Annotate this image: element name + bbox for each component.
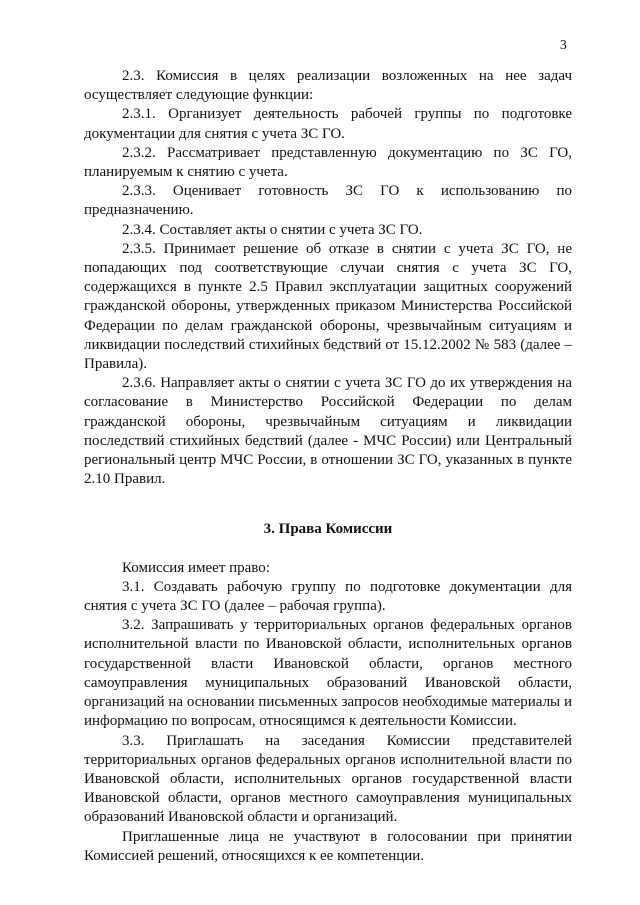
paragraph-2-3-6: 2.3.6. Направляет акты о снятии с учета ЗС ГО до их утверждения на согласование в Министерство Российской Федерации по делам гражданской обороны, чрезвычайным ситуациям и ликвидации последствий стихийных бедствий (далее - МЧС России) или Центральный региональный центр МЧС России, в отношении ЗС ГО, указанных в пункте 2.10 Правил. xyxy=(84,375,572,488)
section-3-heading: 3. Права Комиссии xyxy=(263,521,393,538)
paragraph-2-3-1: 2.3.1. Организует деятельность рабочей группы по подготовке документации для снятия с учета ЗС ГО. xyxy=(84,106,572,142)
paragraph-3-intro: Комиссия имеет право: xyxy=(122,559,270,576)
spacer xyxy=(84,540,572,559)
paragraph-3-note: Приглашенные лица не участвуют в голосовании при принятии Комиссией решений, относящихся к ее компетенции. xyxy=(84,828,572,864)
paragraph-2-3-3: 2.3.3. Оценивает готовность ЗС ГО к использованию по предназначению. xyxy=(84,183,572,219)
paragraph-3-1: 3.1. Создавать рабочую группу по подготовке документации для снятия с учета ЗС ГО (далее – рабочая группа). xyxy=(84,578,572,615)
paragraph-2-3-4: 2.3.4. Составляет акты о снятии с учета ЗС ГО. xyxy=(122,221,423,238)
page-number: 3 xyxy=(560,37,567,52)
paragraph-2-3: 2.3. Комиссия в целях реализации возложенных на нее задач осуществляет следующие функции: xyxy=(84,68,572,104)
paragraph-2-3-2: 2.3.2. Рассматривает представленную документацию по ЗС ГО, планируемым к снятию с учета. xyxy=(84,144,572,181)
document-body xyxy=(84,67,572,866)
paragraph-3-2: 3.2. Запрашивать у территориальных органов федеральных органов исполнительной власти по Ивановской области, исполнительных органов государственной власти Ивановской области, органов местного самоуправления муниципальных образований Ивановской области, организаций на основании письменных запросов необходимые материалы и информацию по вопросам, относящимся к деятельности Комиссии. xyxy=(84,617,572,730)
paragraph-2-3-5: 2.3.5. Принимает решение об отказе в снятии с учета ЗС ГО, не попадающих под соответствующие случаи снятия с учета ЗС ГО, содержащихся в пункте 2.5 Правил эксплуатации защитных сооружений гражданской обороны, утвержденных приказом Министерства Российской Федерации по делам гражданской обороны, чрезвычайным ситуациям и ликвидации последствий стихийных бедствий от 15.12.2002 № 583 (далее – Правила). xyxy=(84,240,572,373)
paragraph-3-3: 3.3. Приглашать на заседания Комиссии представителей территориальных органов федеральных органов исполнительной власти по Ивановской области, исполнительных органов государственной власти Ивановской области, органов местного самоуправления муниципальных образований Ивановской области и организаций. xyxy=(84,732,572,826)
